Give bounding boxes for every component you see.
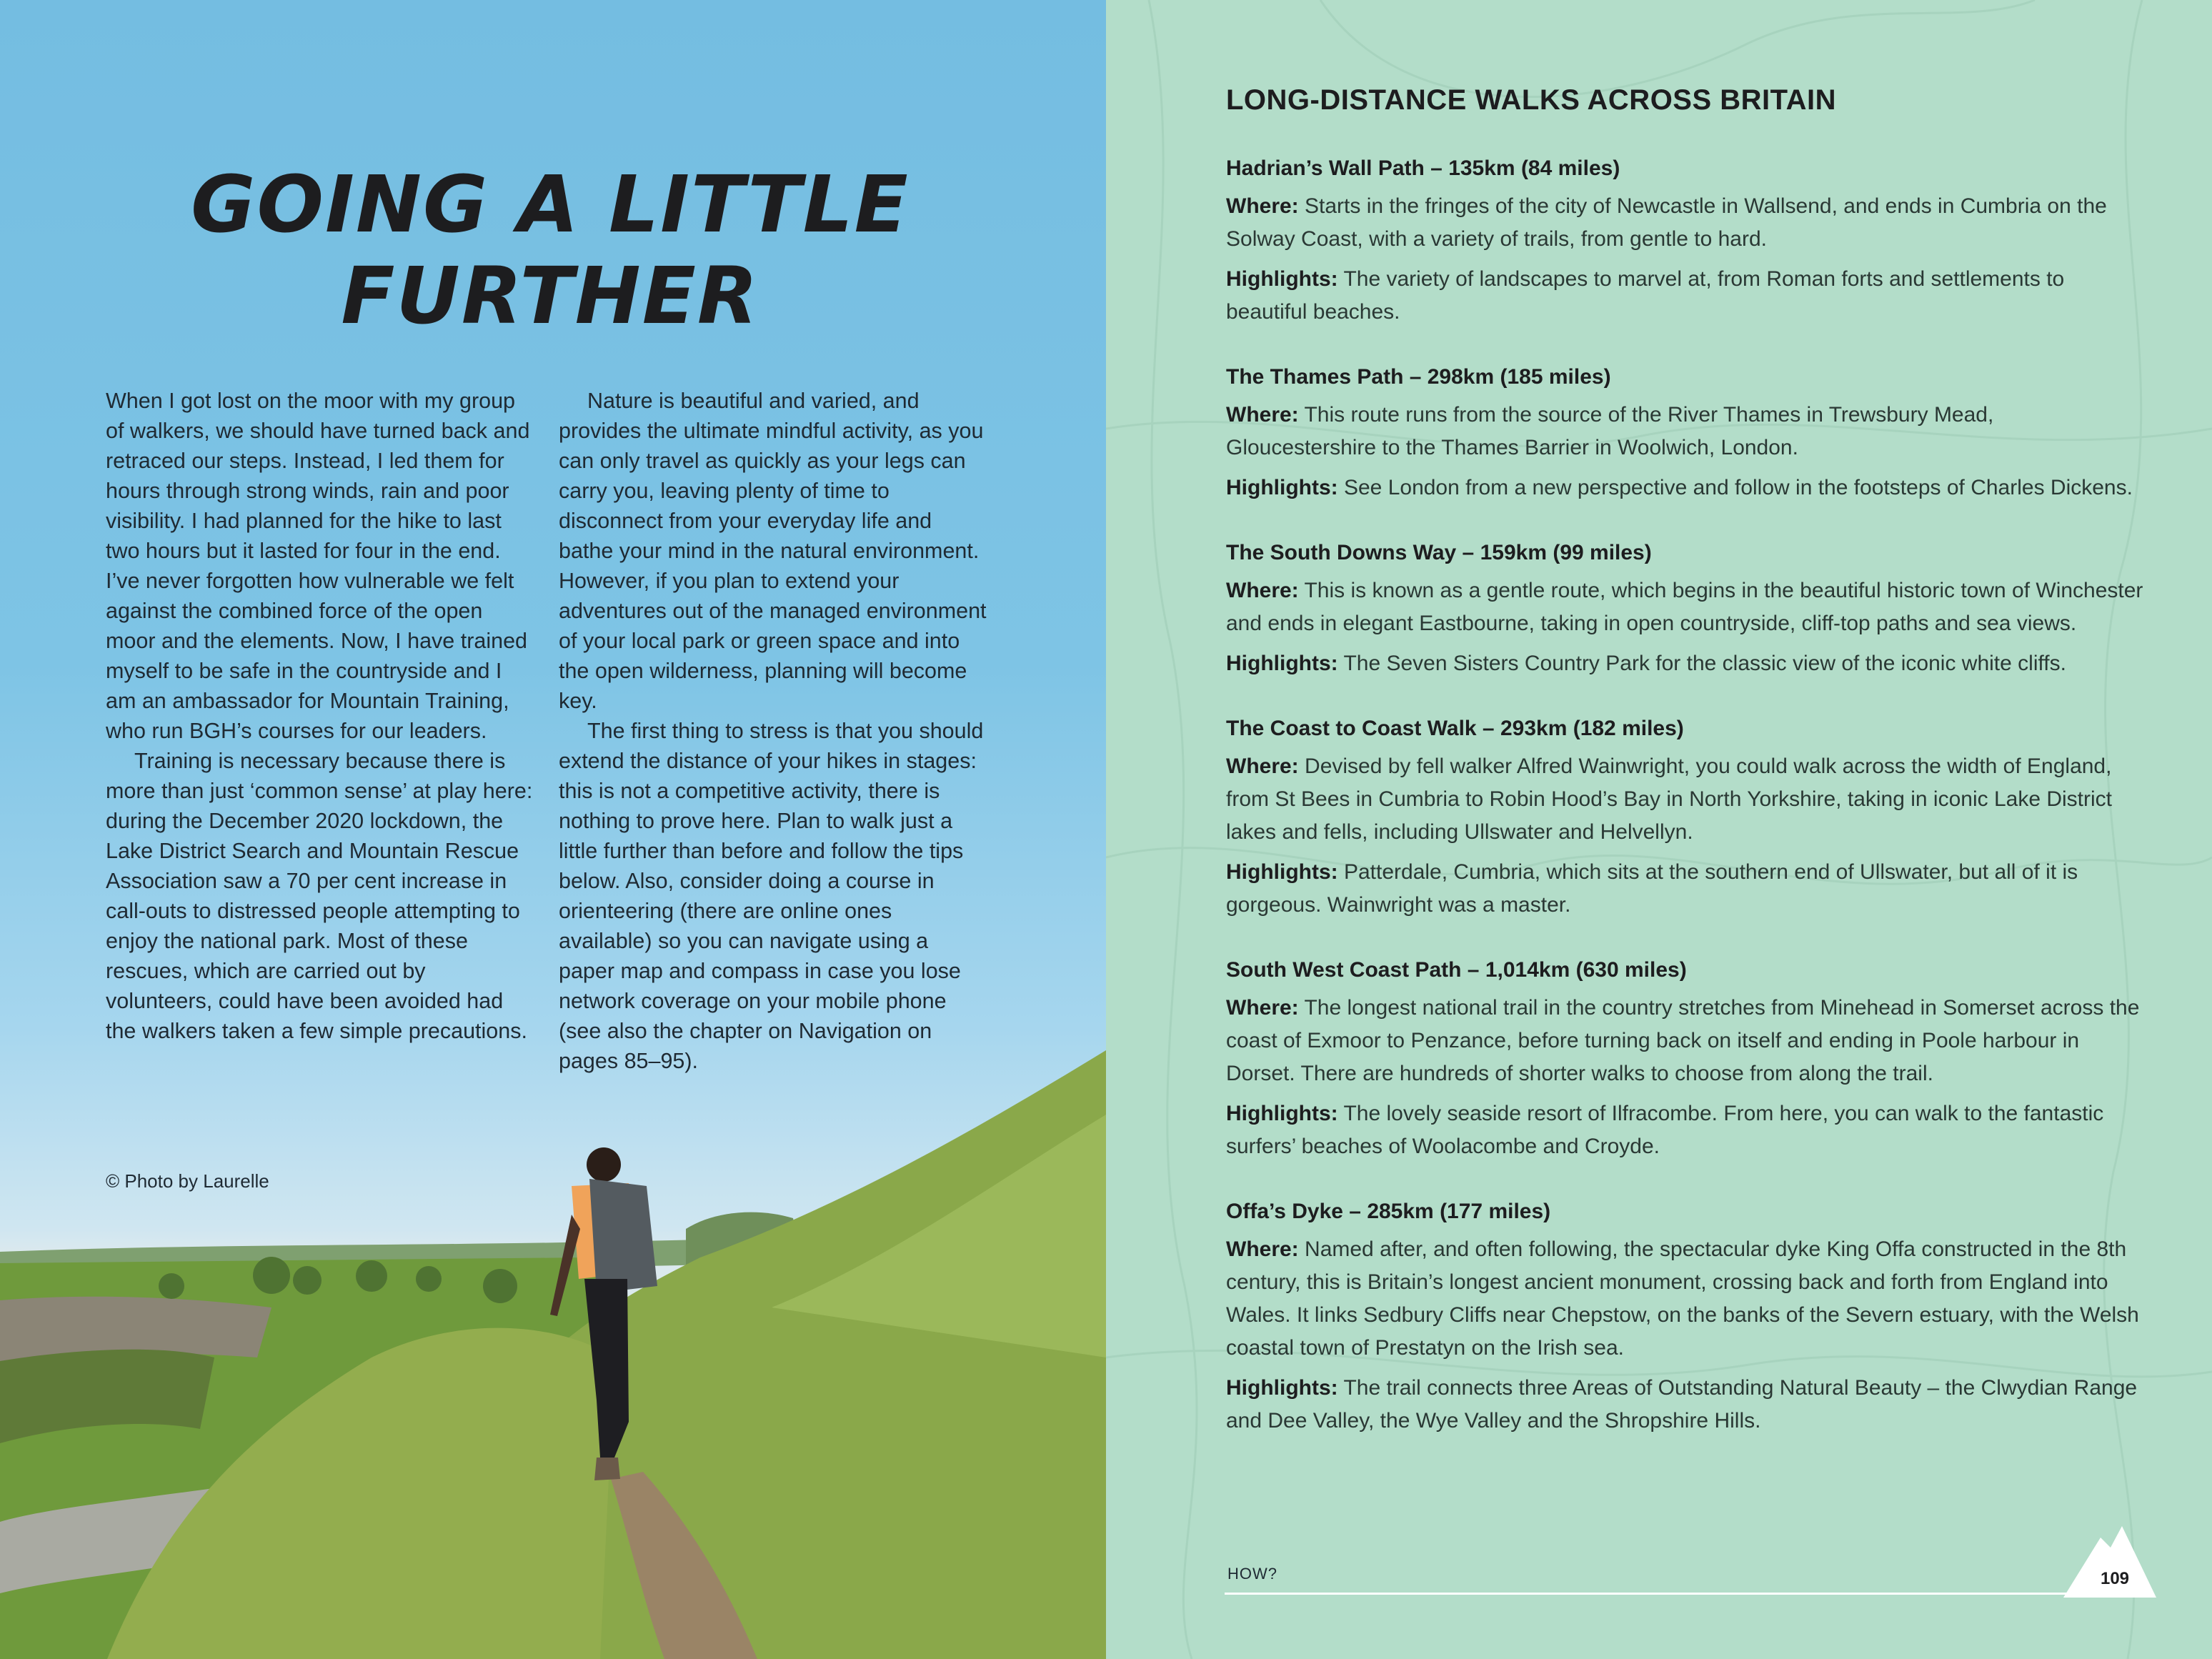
walk-where [1226,750,2148,849]
walk-where [1226,574,2148,640]
walk-where-text: This route runs from the source of the River Thames in Trewsbury Mead, Gloucestershire to the Thames Barrier in Woolwich, London. [1226,403,1994,459]
walk-where-text: Named after, and often following, the spectacular dyke King Offa constructed in the 8th century, this is Britain’s longest ancient monument, crossing back and forth from England into Wales. It links Sedbury Cliffs near Chepstow, on the banks of the Severn estuary, with the Welsh coastal town of Prestatyn on the Irish sea. [1226,1237,2139,1360]
body-column-1 [106,386,534,1046]
walk-title: The South Downs Way – 159km (99 miles) [1226,541,1652,564]
where-label: Where: [1226,403,1299,427]
right-page [1106,0,2212,1659]
walk-entry [1226,713,2148,922]
walk-where [1226,399,2148,464]
highlights-label: Highlights: [1226,476,1338,499]
page-title [107,159,993,342]
walk-entry [1226,362,2148,504]
walk-title: Hadrian’s Wall Path – 135km (84 miles) [1226,156,1620,180]
walk-highlights-text: The variety of landscapes to marvel at, from Roman forts and settlements to beautiful beaches. [1226,267,2065,324]
walk-where [1226,190,2148,256]
walk-highlights [1226,856,2148,922]
body-paragraph: The first thing to stress is that you should extend the distance of your hikes in stages: this is not a competitive activity, there is nothing to prove here. Plan to walk just a little further than before and follow the tips below. Also, consider doing a course in orienteering (there are online ones available) so you can navigate using a paper map and compass in case you lose network coverage on your mobile phone (see also the chapter on Navigation on pages 85–95). [559,719,984,1073]
where-label: Where: [1226,194,1299,218]
where-label: Where: [1226,754,1299,778]
highlights-label: Highlights: [1226,860,1338,884]
walk-where-text: The longest national trail in the country stretches from Minehead in Somerset across the coast of Exmoor to Penzance, before turning back on itself and ending in Poole harbour in Dorset. There are hundreds of shorter walks to choose from along the trail. [1226,996,2140,1085]
walk-where-text: Starts in the fringes of the city of Newcastle in Wallsend, and ends in Cumbria on the Solway Coast, with a variety of trails, from gentle to hard. [1226,194,2107,251]
where-label: Where: [1226,579,1299,602]
body-paragraph: When I got lost on the moor with my group of walkers, we should have turned back and retraced our steps. Instead, I led them for hours through strong winds, rain and poor visibility. I had planned for the hike to last two hours but it lasted for four in the end. I’ve never forgotten how vulnerable we felt against the combined force of the open moor and the elements. Now, I have trained myself to be safe in the countryside and I am an ambassador for Mountain Training, who run BGH’s courses for our leaders. [106,389,530,743]
walk-highlights-text: See London from a new perspective and follow in the footsteps of Charles Dickens. [1343,476,2133,499]
where-label: Where: [1226,996,1299,1020]
walk-highlights-text: Patterdale, Cumbria, which sits at the southern end of Ullswater, but all of it is gorgeous. Wainwright was a master. [1226,860,2078,917]
walk-highlights [1226,1372,2148,1438]
walk-highlights [1226,647,2148,680]
section-title: LONG-DISTANCE WALKS ACROSS BRITAIN [1226,84,1837,116]
walk-where-text: Devised by fell walker Alfred Wainwright, you could walk across the width of England, from St Bees in Cumbria to Robin Hood’s Bay in North Yorkshire, taking in iconic Lake District lakes and fells, including Ullswater and Helvellyn. [1226,754,2113,844]
walk-entry [1226,955,2148,1163]
highlights-label: Highlights: [1226,1376,1338,1400]
photo-credit: © Photo by Laurelle [106,1170,269,1192]
highlights-label: Highlights: [1226,1102,1338,1125]
walk-title: Offa’s Dyke – 285km (177 miles) [1226,1200,1551,1223]
walk-highlights [1226,1097,2148,1163]
walk-highlights [1226,472,2148,504]
body-paragraph: Training is necessary because there is more than just ‘common sense’ at play here: during the December 2020 lockdown, the Lake District Search and Mountain Rescue Association saw a 70 per cent increase in call-outs to distressed people attempting to enjoy the national park. Most of these rescues, which are carried out by volunteers, could have been avoided had the walkers taken a few simple precautions. [106,749,533,1043]
highlights-label: Highlights: [1226,652,1338,675]
page-number: 109 [2100,1569,2130,1588]
walk-where [1226,992,2148,1090]
where-label: Where: [1226,1237,1299,1261]
walk-entry [1226,1196,2148,1438]
walk-where [1226,1233,2148,1365]
footer-section-label: HOW? [1227,1565,1277,1583]
body-paragraph: Nature is beautiful and varied, and provides the ultimate mindful activity, as you can only travel as quickly as your legs can carry you, leaving plenty of time to disconnect from your everyday life and bathe your mind in the natural environment. However, if you plan to extend your adventures out of the managed environment of your local park or green space and into the open wilderness, planning will become key. [559,389,987,713]
footer-rule [1225,1593,2111,1595]
walk-title: The Thames Path – 298km (185 miles) [1226,365,1611,389]
walk-entry [1226,153,2148,329]
page-title-line-1: GOING A LITTLE [191,159,910,250]
walk-highlights-text: The lovely seaside resort of Ilfracombe. From here, you can walk to the fantastic surfers’ beaches of Woolacombe and Croyde. [1226,1102,2104,1158]
walk-title: South West Coast Path – 1,014km (630 miles) [1226,958,1687,982]
walk-highlights [1226,263,2148,329]
walk-highlights-text: The Seven Sisters Country Park for the classic view of the iconic white cliffs. [1343,652,2066,675]
page-title-line-2: FURTHER [341,250,759,342]
walk-where-text: This is known as a gentle route, which begins in the beautiful historic town of Winchester and ends in elegant Eastbourne, taking in open countryside, cliff-top paths and sea views. [1226,579,2143,635]
walk-highlights-text: The trail connects three Areas of Outstanding Natural Beauty – the Clwydian Range and Dee Valley, the Wye Valley and the Shropshire Hills. [1226,1376,2138,1433]
body-column-2 [559,386,987,1076]
highlights-label: Highlights: [1226,267,1338,291]
walk-entry [1226,537,2148,680]
walks-list [1226,153,2148,1470]
walk-title: The Coast to Coast Walk – 293km (182 miles) [1226,717,1684,740]
